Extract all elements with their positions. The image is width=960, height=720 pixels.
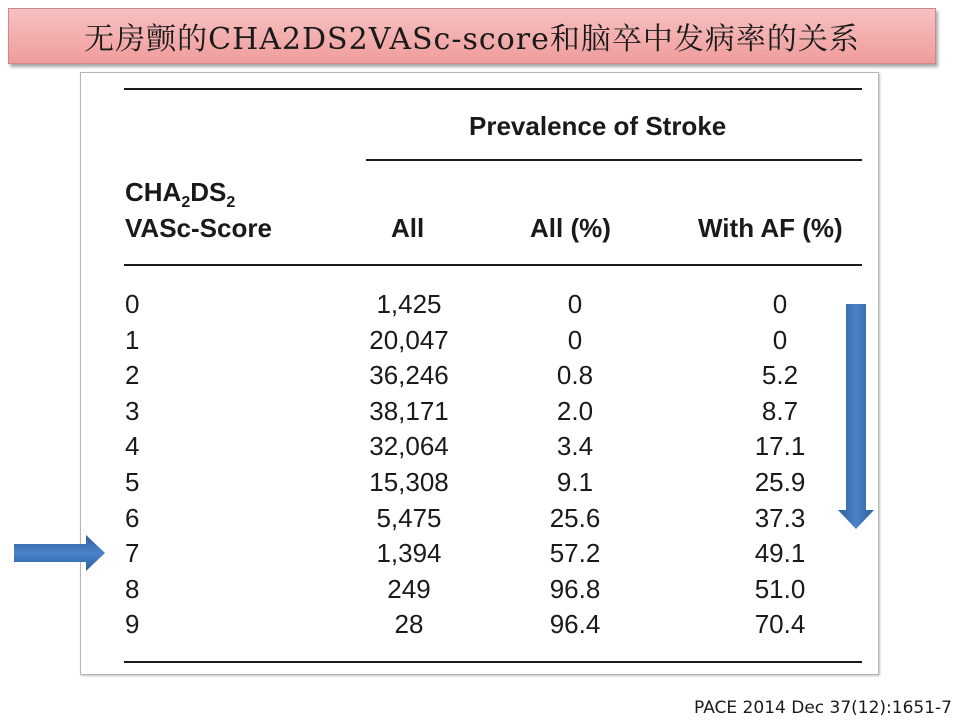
row-score: 8 [125,573,140,604]
row-all-pct: 25.6 [549,502,601,533]
row-with-af: 0 [772,324,788,355]
citation: PACE 2014 Dec 37(12):1651-7 [694,698,952,718]
row-score: 6 [125,502,140,533]
row-all: 249 [387,573,431,604]
top-rule [124,88,862,90]
row-all: 1,425 [376,289,442,319]
row-all: 15,308 [369,467,449,497]
row-all-pct: 57.2 [549,538,601,569]
title-banner [8,8,936,64]
row-score: 4 [125,431,140,462]
bottom-rule [124,661,862,663]
stroke-table [80,72,879,675]
row-all-pct: 2.0 [556,395,594,426]
row-with-af: 37.3 [754,502,806,533]
row-with-af: 49.1 [754,538,806,569]
row-with-af: 25.9 [754,467,806,497]
page-title: 无房颤的CHA2DS2VASc-score和脑卒中发病率的关系 [84,22,860,57]
row-with-af: 17.1 [754,431,806,462]
row-all-pct: 0 [567,324,583,355]
row-all-pct: 0.8 [556,360,594,391]
col-header-with-af: With AF (%) [698,213,843,243]
row-all-pct: 3.4 [556,431,594,462]
row-all-pct: 96.4 [549,609,601,640]
row-score: 3 [125,395,140,426]
group-header: Prevalence of Stroke [469,111,727,141]
score-header-line2: VASc-Score [125,213,272,243]
row-score: 7 [125,538,140,569]
row-all-pct: 0 [567,289,583,319]
row-all: 5,475 [376,502,442,533]
row-score: 1 [125,324,140,355]
row-score: 0 [125,289,140,319]
row-all: 28 [394,609,424,640]
col-header-all: All [391,213,425,243]
col-header-all-pct: All (%) [530,213,611,243]
down-arrow-icon [836,304,876,530]
row-all: 38,171 [369,395,449,426]
row-all-pct: 9.1 [556,467,594,497]
row-all: 20,047 [369,324,449,355]
row-score: 9 [125,609,140,640]
row-all-pct: 96.8 [549,573,601,604]
row-with-af: 51.0 [754,573,806,604]
row-with-af: 0 [772,289,788,319]
row-all: 32,064 [369,431,449,462]
group-rule [366,159,862,161]
row-with-af: 5.2 [761,360,799,391]
score-header-line1: $CHA_2DS_2$ [125,177,236,212]
row-with-af: 8.7 [761,395,799,426]
right-arrow-icon [14,534,106,572]
header-rule [124,264,862,266]
row-with-af: 70.4 [754,609,806,640]
row-all: 1,394 [376,538,442,569]
row-all: 36,246 [369,360,449,391]
row-score: 2 [125,360,140,391]
row-score: 5 [125,467,140,497]
